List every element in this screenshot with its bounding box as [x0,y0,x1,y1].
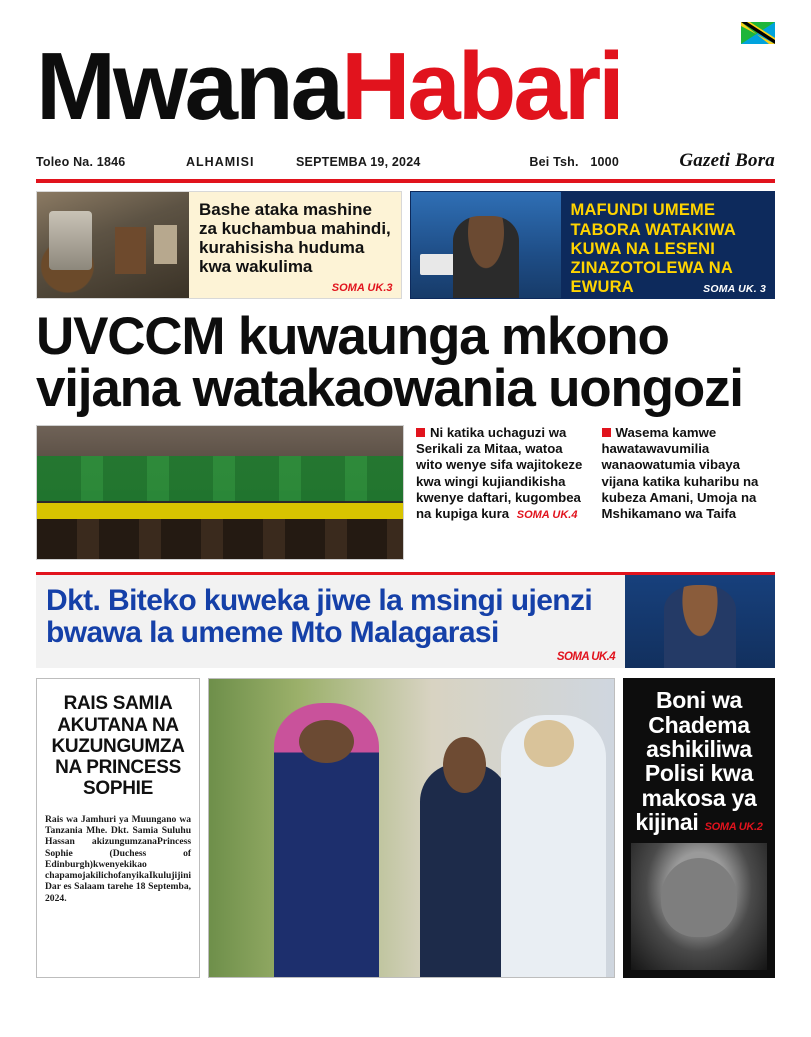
boni-mugshot-photo [631,843,767,971]
band-headline: Dkt. Biteko kuweka jiwe la msingi ujenzi bwawa la umeme Mto Malagarasi [46,584,593,649]
boni-soma[interactable]: SOMA UK.2 [704,821,763,834]
price-label: Bei Tsh. [529,155,579,170]
samia-caption: Rais wa Jamhuri ya Muungano wa Tanzania Mhe. Dkt. Samia Suluhu Hassan akizungumzanaPrincess Sophie (Duchess of Edinburgh)kwenyekikao chapamojakilichofanyikaIkulujijini Dar es Salaam tarehe 18 Septemba, 2024. [45,813,192,904]
lead-meeting-photo [36,425,404,560]
boni-headline [631,688,767,834]
teaser-maize-text [189,192,401,298]
price-amount: 1000 [590,155,619,170]
teaser-ewura-text [561,192,775,298]
teaser-ewura-photo [411,192,561,298]
masthead [36,0,775,140]
teaser-card-ewura[interactable] [410,191,776,299]
teaser-maize-photo [37,192,189,298]
lead-article-body [36,425,775,560]
publication-date: SEPTEMBA 19, 2024 [296,155,421,170]
issue-info-bar [36,150,775,172]
bullet-square-icon [416,428,425,437]
band-soma[interactable]: SOMA UK.4 [556,651,615,664]
boni-headline-text: Boni wa Chadema ashikiliwa Polisi kwa makosa ya kijinai [635,687,757,836]
lead-bullet-one-soma[interactable]: SOMA UK.4 [516,508,578,521]
teaser-strip [36,191,775,299]
lead-bullet-one [416,425,590,560]
lead-bullet-list [414,425,775,560]
band-speaker-photo [625,575,775,668]
lead-headline: UVCCM kuwaunga mkono vijana watakaowania uongozi [36,307,743,419]
lead-bullet-two-text: Wasema kamwe hawatawavumilia wanaowatumia vibaya vijana katika kuharibu na kubeza Amani, Umoja na Mshikamano wa Taifa [601,425,759,521]
teaser-maize-headline: Bashe ataka mashine za kuchambua mahindi, kurahisisha huduma kwa wakulima [199,200,391,277]
bottom-section [36,678,775,978]
masthead-word-one: Mwana [36,33,342,140]
teaser-maize-soma[interactable]: SOMA UK.3 [331,281,393,294]
boni-story-card[interactable] [623,678,775,978]
masthead-tagline: Gazeti Bora [679,150,775,172]
samia-princess-photo [208,678,615,978]
header-divider [36,179,775,183]
teaser-ewura-soma[interactable]: SOMA UK. 3 [703,283,766,296]
price [529,155,679,169]
samia-text-column[interactable] [36,678,200,978]
lead-bullet-one-text: Ni katika uchaguzi wa Serikali za Mitaa, watoa wito wenye sifa wajitokeze kwa wingi kujiandikisha kwenye daftari, kugombea na kupiga kura [416,425,583,521]
secondary-story-band[interactable] [36,572,775,668]
masthead-word-two: Habari [341,33,622,140]
samia-headline: RAIS SAMIA AKUTANA NA KUZUNGUMZA NA PRINCESS SOPHIE [51,693,185,800]
issue-number: Toleo Na. 1846 [36,155,126,170]
bullet-square-icon [602,428,611,437]
tanzania-flag-icon [741,22,775,44]
teaser-ewura-headline: MAFUNDI UMEME TABORA WATAKIWA KUWA NA LESENI ZINAZOTOLEWA NA EWURA [570,201,736,296]
teaser-card-maize[interactable] [36,191,402,299]
lead-bullet-two [602,425,776,560]
band-text-block [36,575,625,668]
publication-day: ALHAMISI [186,155,255,170]
